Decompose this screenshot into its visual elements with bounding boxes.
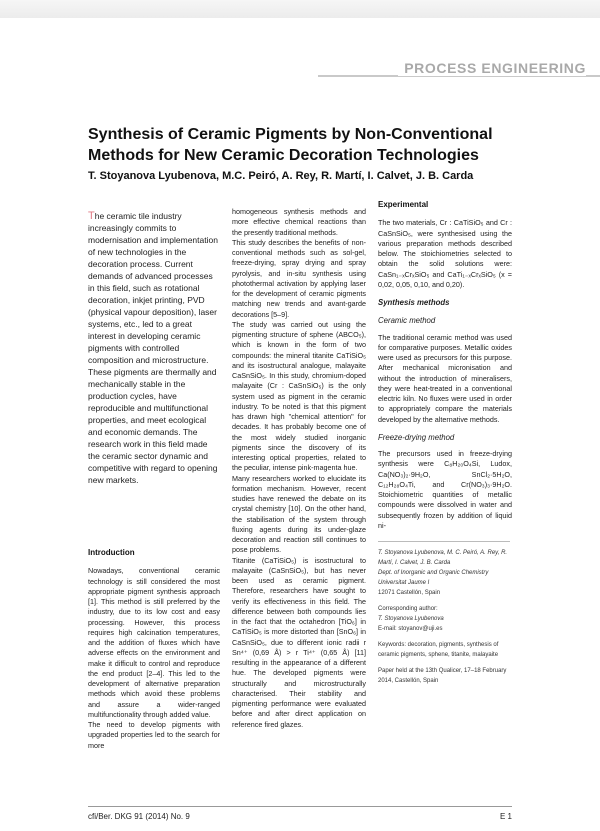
corresponding-name: T. Stoyanova Lyubenova: [378, 616, 444, 622]
info-univ: Universitat Jaume I: [378, 580, 430, 586]
column-2: [232, 207, 366, 730]
page-number: E 1: [499, 812, 512, 821]
author-info-box: [378, 541, 510, 686]
journal-citation: cfi/Ber. DKG 91 (2014) No. 9: [88, 812, 190, 821]
info-city: 12071 Castellón, Spain: [378, 590, 441, 596]
body-paragraph: The two materials, Cr : CaTiSiO₅ and Cr : CaSnSiO₅, were synthesised using the various preparation methods described below. The stoichiometries selected to obtain the solid solutions were: CaSn₁₋ₓCrₓSiO₅ and CaTi₁₋ₓCrₓSiO₅ (x = 0,02, 0,05, 0,10, and 0,20).: [378, 218, 512, 289]
abstract: [88, 210, 220, 486]
abstract-dropcap: T: [88, 210, 95, 222]
synthesis-heading: Synthesis methods: [378, 298, 450, 307]
article-authors: T. Stoyanova Lyubenova, M.C. Peiró, A. Rey, R. Martí, I. Calvet, J. B. Carda: [88, 170, 474, 182]
experimental-heading: Experimental: [378, 200, 429, 209]
intro-paragraph: The need to develop pigments with upgraded properties led to the search for more: [88, 720, 220, 750]
article-title: Synthesis of Ceramic Pigments by Non-Conventional Methods for New Ceramic Decoration Technologies: [88, 126, 493, 164]
intro-heading: Introduction: [88, 548, 135, 557]
column-3: [378, 200, 512, 531]
column-1: [88, 548, 220, 751]
body-paragraph: Many researchers worked to elucidate its formation mechanism. However, recent studies have renewed the debate on its crystal chemistry [10]. On the other hand, the stabilisation of the system through fluxing agents during its under-glaze decoration and reaction still continues to pose problems.: [232, 473, 366, 555]
corresponding-label: Corresponding author:: [378, 606, 438, 612]
freeze-drying-heading: Freeze-drying method: [378, 432, 455, 442]
infobox-rule: [378, 541, 510, 542]
section-title: PROCESS ENGINEERING: [398, 60, 586, 76]
body-paragraph: homogeneous synthesis methods and more effective chemical reactions than the presently traditional methods.: [232, 207, 366, 237]
info-authors: T. Stoyanova Lyubenova, M. C. Peiró, A. Rey, R. Martí, I. Calvet, J. B. Carda: [378, 550, 508, 566]
body-paragraph: This study describes the benefits of non-conventional methods such as sol-gel, freeze-drying, spray drying and spray pyrolysis, and in-situ synthesis using photothermal activation by applying laser for the development of ceramic pigments matching new trends and avant-garde decorations [5–9].: [232, 237, 366, 319]
body-paragraph: The traditional ceramic method was used for comparative purposes. Metallic oxides were used as precursors for this purpose. After mechanical micronisation and without the introduction of mineralisers, they were heat-treated in a conventional electric kiln. No fluxes were used in order to appropriately compare the materials developed by the alternative methods.: [378, 332, 512, 424]
body-paragraph: The study was carried out using the pigmenting structure of sphene (ABCO₅), which is known in the form of two compounds: the mineral titanite CaTiSiO₅ and its isostructural analogue, malayaite CaSnSiO₅. In this study, chromium-doped malayaite (Cr : CaSnSiO₅) is the only system used as pigment in the ceramic industry. To be noted is that this pigment has drawn high "chemical attention" for decades. It has probably become one of the most widely studied inorganic pigments since the discovery of its interesting optical properties, related to the peculiar, intense pink-magenta hue.: [232, 319, 366, 473]
header-band: [0, 0, 600, 18]
info-dept: Dept. of Inorganic and Organic Chemistry: [378, 570, 489, 576]
paper-note: Paper held at the 13th Qualicer, 17–18 February 2014, Castellón, Spain: [378, 668, 507, 684]
footer-rule: [88, 806, 512, 807]
body-paragraph: Titanite (CaTiSiO₅) is isostructural to malayaite (CaSnSiO₅), but has never been used as ceramic pigment. Therefore, researchers have sought to verify its effectiveness in this field. The difference between both compounds lies in the fact that the octahedron [TiO₆] in CaTiSiO₅ is more distorted than [SnO₆] in CaSnSiO₅, due to different ionic radii r Sn⁴⁺ (0,69 Å) > r Ti⁴⁺ (0,65 Å) [11] resulting in the appearance of a different hue. The developed pigments were structurally and microstructurally characterised. Their stability and pigmenting performance were evaluated before and after direct application on reference fired glazes.: [232, 555, 366, 729]
body-paragraph: The precursors used in freeze-drying synthesis were C₈H₂₀O₄Si, Ludox, Ca(NO₃)₂·9H₂O, SnCl₂·5H₂O, C₁₂H₂₈O₄Ti, and Cr(NO₃)₃·9H₂O. Stoichiometric quantities of metallic compounds were dissolved in water and subsequently frozen by addition of liquid ni-: [378, 449, 512, 530]
email: E-mail: stoyanov@uji.es: [378, 626, 443, 632]
intro-paragraph: Nowadays, conventional ceramic technology is still considered the most appropriate pigment synthesis approach [1]. This method is still preferred by the industry, due to its low cost and easy processing. However, this process requires high calcination temperatures, and the addition of fluxes which have adverse effects on the environment and make it difficult to control and reproduce the end product [2–4]. This led to the development of alternative preparation methods which avoid these problems and assure a wider-ranged multifunctionality through added value.: [88, 566, 220, 719]
ceramic-method-heading: Ceramic method: [378, 316, 436, 326]
abstract-text: he ceramic tile industry increasingly commits to modernisation and implementation of new technologies in the decoration process. Current demands of advanced processes in this field, such as rotational decoration, inkjet printing, PVD (physical vapour deposition), laser systems, etc., led to a great interest in developing ceramic pigments with controlled composition and microstructure. These pigments are thermally and mechanically stable in the production cycles, have reproducible and multifunctional properties, and meet ecological and economic demands. The research work in this field made the ceramic sector dynamic and competitive with regard to opening new markets.: [88, 211, 218, 485]
keywords: Keywords: decoration, pigments, synthesis of ceramic pigments, sphene, titanite, malayaite: [378, 642, 499, 658]
